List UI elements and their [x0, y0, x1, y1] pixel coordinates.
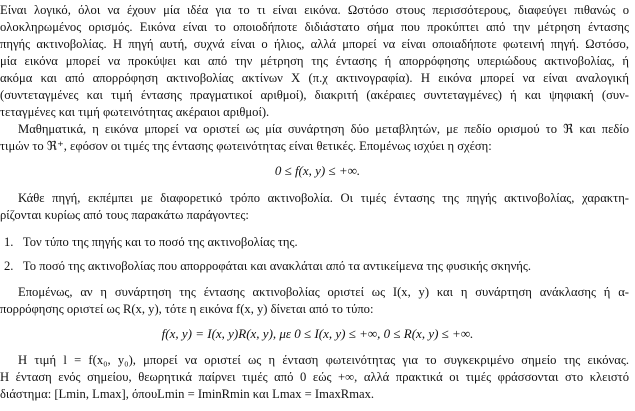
- list-item-number: 2.: [4, 259, 14, 273]
- list-item: [4, 233, 298, 251]
- paragraph-2-line-1: Μαθηματικά, η εικόνα μπορεί να οριστεί ως μία συνάρτηση δύο μεταβλητών, με πεδίο ορισμού το ℜ και πεδίο: [18, 122, 629, 136]
- paragraph-4-line-2: πορρόφησης οριστεί ως R(x, y), τότε η εικόνα f(x, y) δίνεται από το τύπο:: [0, 302, 374, 316]
- paragraph-1-line-1: Είναι λογικό, όλοι να έχουν μία ιδέα για το τι είναι εικόνα. Ωστόσο στους περισσότερους, διαφεύγει πιθανώς ο: [0, 3, 629, 17]
- paragraph-1-line-6: (συντεταγμένες και τιμή έντασης πραγματικοί αριθμοί), διακριτή (ακέραιες συντεταγμένες) ή και ψηφιακή (συν-: [0, 88, 629, 102]
- paragraph-5-line-2: Η ένταση ενός σημείου, θεωρητικά παίρνει τιμές από 0 εώς +∞, αλλά πρακτικά οι τιμές φράσσονται στο κλειστό: [0, 370, 629, 384]
- paragraph-1-line-7: τεταγμένες και τιμή φωτεινότητας ακέραιοι αριθμοί).: [0, 105, 270, 119]
- paragraph-2-line-2: τιμών το ℜ⁺, εφόσον οι τιμές της έντασης φωτεινότητας είναι θετικές. Επομένως ισχύει η σχέση:: [0, 139, 492, 153]
- list-item: [4, 257, 531, 275]
- list-item-number: 1.: [4, 235, 14, 249]
- paragraph-1-line-4: μία εικόνα μπορεί να προκύψει και από την μέτρηση της έντασης ή απορρόφησης υπεριώδους ακτινοβολίας, ή: [0, 54, 629, 68]
- paragraph-4-line-1: Επομένως, αν η συνάρτηση της έντασης ακτινοβολίας οριστεί ως I(x, y) και η συνάρτηση ανάκλασης ή α-: [18, 285, 629, 299]
- paragraph-1-line-2: ολοκληρωμένος ορισμός. Εικόνα είναι το οποιοδήποτε διδιάστατο σήμα που προκύπτει από την μέτρηση έντασης: [0, 20, 629, 34]
- paragraph-3-line-1: Κάθε πηγή, εκπέμπει με διαφορετικό τρόπο ακτινοβολία. Οι τιμές έντασης της πηγής ακτινοβολίας, χαρακτη-: [18, 191, 629, 205]
- list-item-text: Τον τύπο της πηγής και το ποσό της ακτινοβολίας της.: [22, 235, 298, 249]
- equation-intensity-range: 0 ≤ f(x, y) ≤ +∞.: [274, 163, 361, 178]
- equation-image-formation: f(x, y) = I(x, y)R(x, y), με 0 ≤ I(x, y) ≤ +∞, 0 ≤ R(x, y) ≤ +∞.: [161, 326, 474, 341]
- paragraph-1-line-5: ακόμα και από απορρόφηση ακτινοβολίας ακτίνων X (π.χ ακτινογραφία). Η εικόνα μπορεί να είναι αναλογική: [0, 71, 629, 85]
- paragraph-5-line-3: διάστημα: [Lmin, Lmax], όπουLmin = IminRmin και Lmax = ImaxRmax.: [0, 387, 375, 401]
- paragraph-1-line-3: πηγής ακτινοβολίας. Η πηγή αυτή, συχνά είναι ο ήλιος, αλλά μπορεί να είναι οποιαδήποτε φωτεινή πηγή. Ωστόσο,: [0, 37, 629, 51]
- paragraph-5-line-1: Η τιμή l = f(x₀, y₀), μπορεί να οριστεί ως η ένταση φωτεινότητας για το συγκεκριμένο σημείο της εικόνας.: [18, 353, 629, 367]
- paragraph-3-line-2: ρίζονται κυρίως από τους παρακάτω παράγοντες:: [0, 208, 249, 222]
- list-item-text: Το ποσό της ακτινοβολίας που απορροφάται και ανακλάται από τα αντικείμενα της φυσικής σκηνής.: [22, 259, 532, 273]
